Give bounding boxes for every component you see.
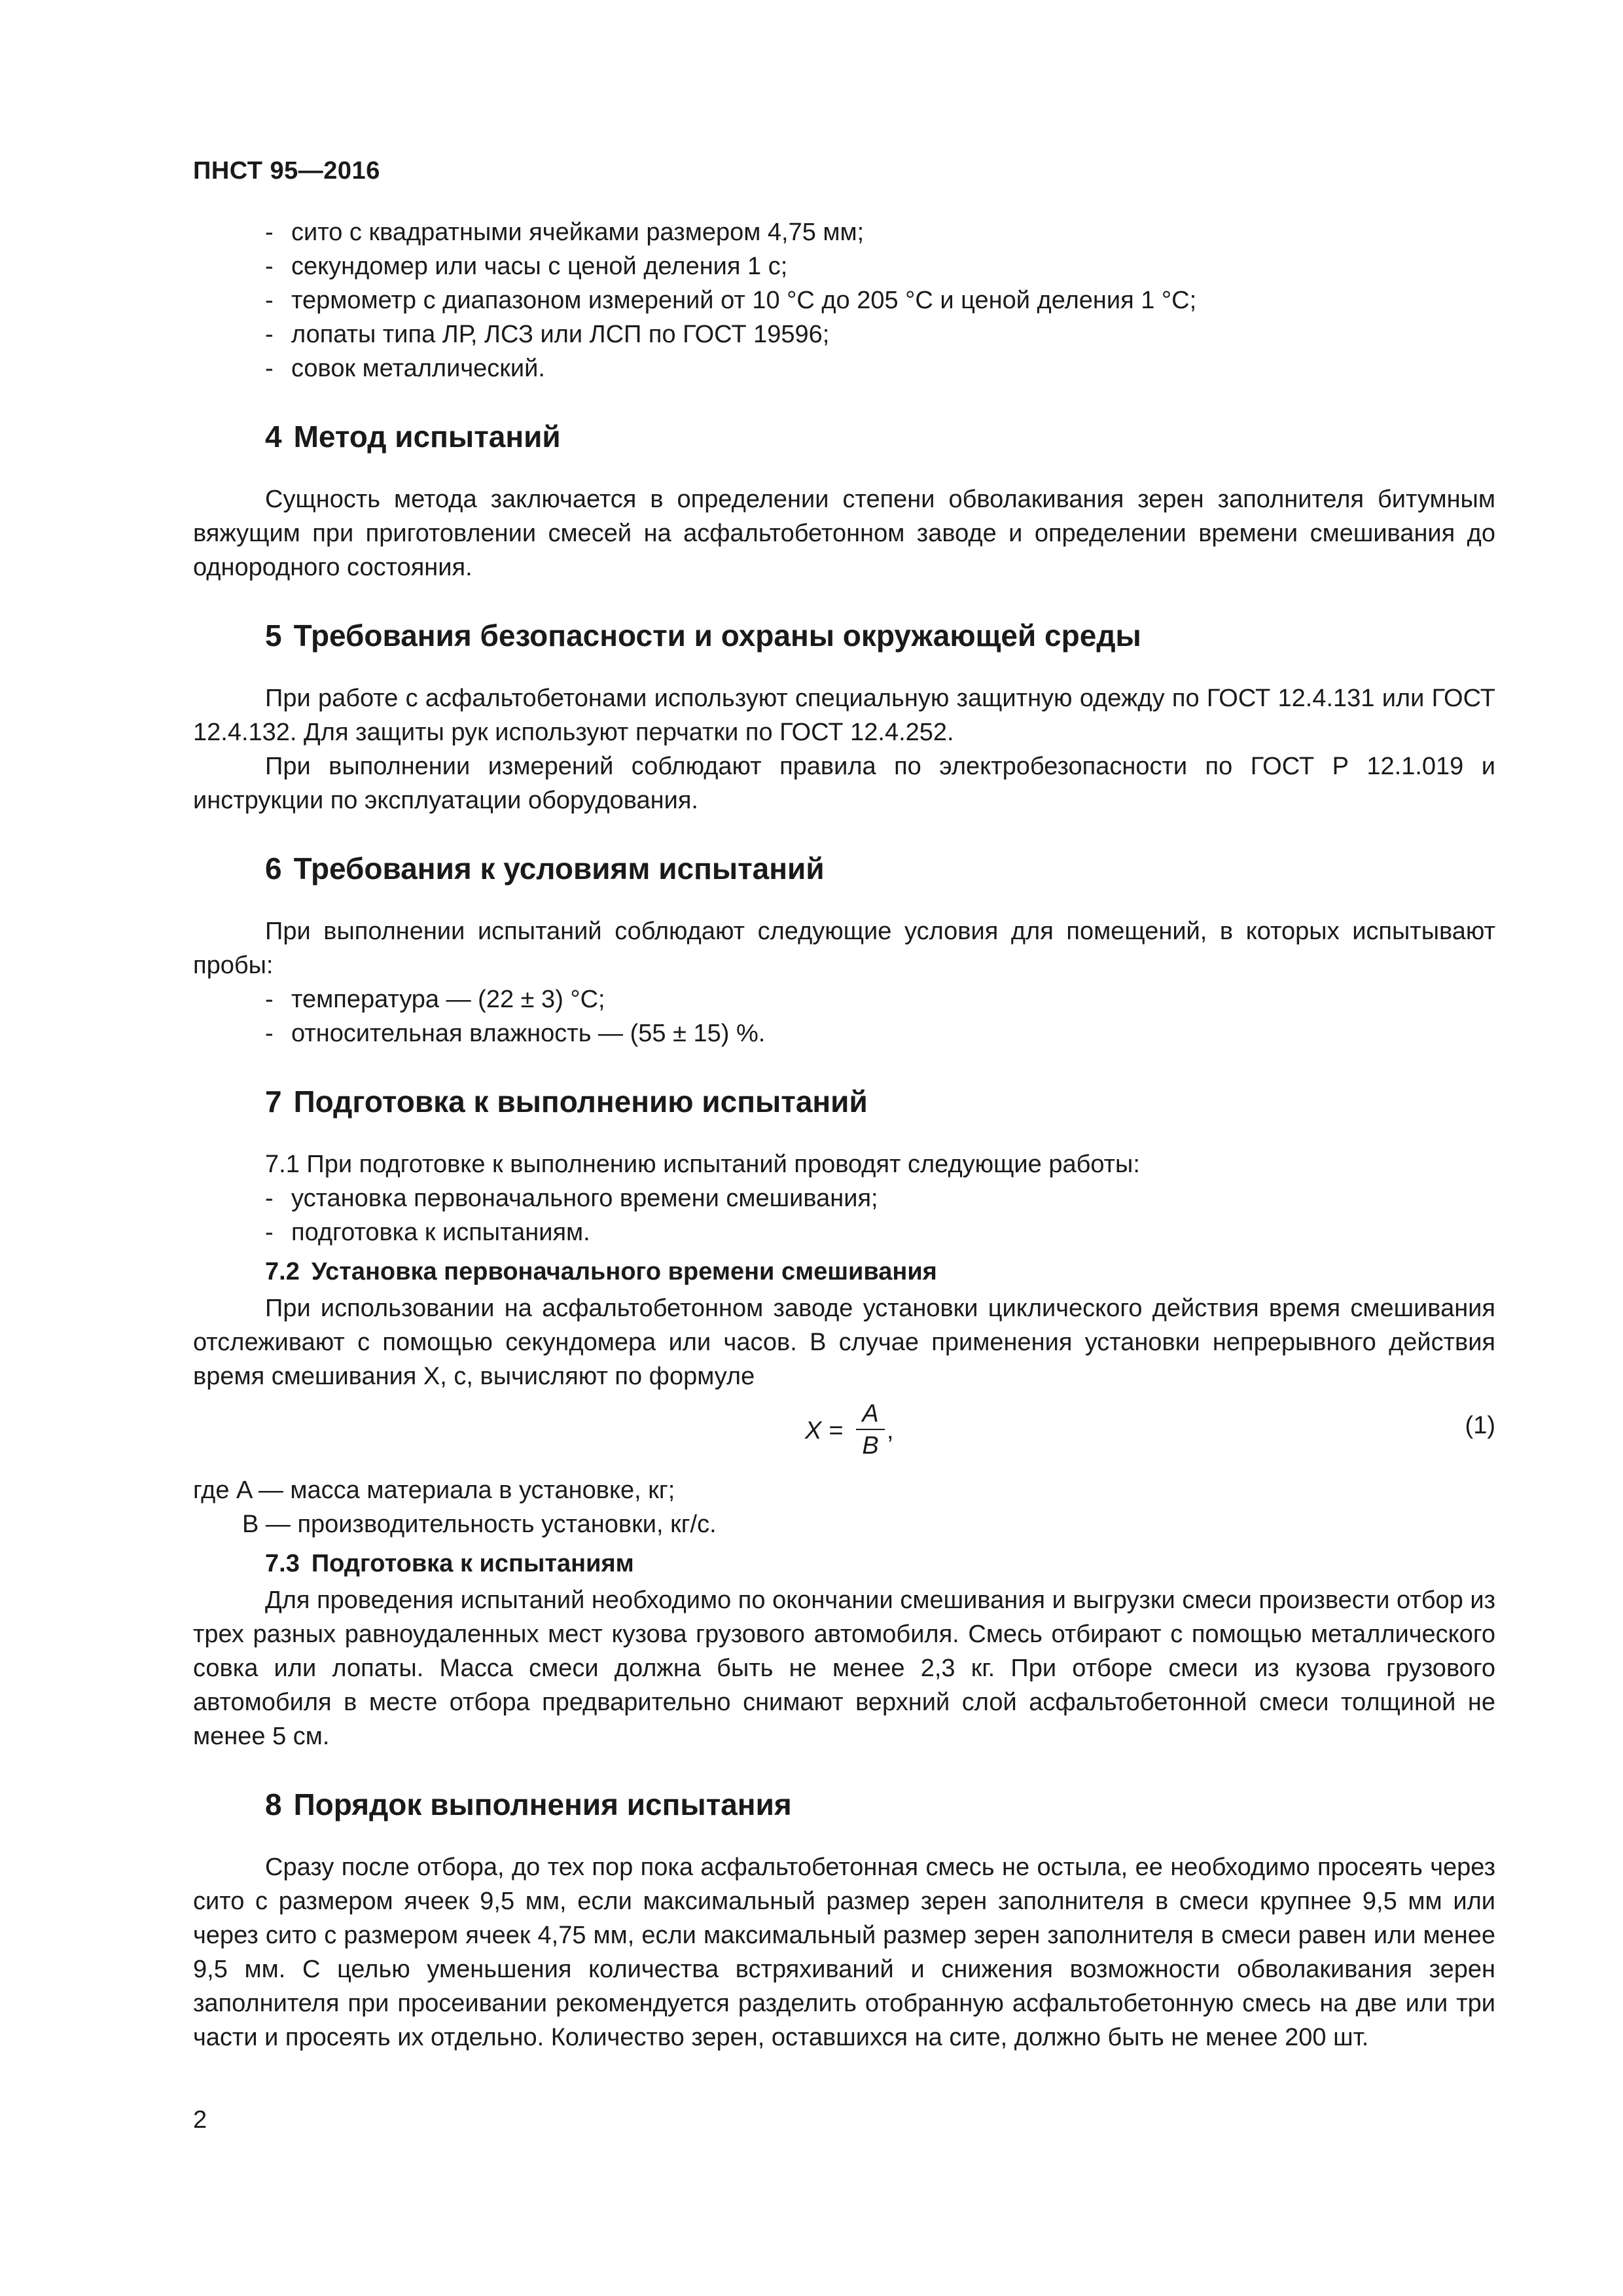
section-6-paragraph: При выполнении испытаний соблюдают следующие условия для помещений, в которых испытывают пробы: [193, 918, 1495, 979]
preparation-list [193, 1181, 1495, 1249]
section-5-paragraph-2: При выполнении измерений соблюдают правила по электробезопасности по ГОСТ Р 12.1.019 и инструкции по эксплуатации оборудования. [193, 753, 1495, 814]
formula-number: (1) [1465, 1412, 1495, 1439]
equipment-list [193, 215, 1495, 386]
section-7-3-paragraph: Для проведения испытаний необходимо по окончании смешивания и выгрузки смеси произвести отбор из трех разных равноудаленных мест кузова грузового автомобиля. Смесь отбирают с помощью металлического совка или лопаты. Масса смеси должна быть не менее 2,3 кг. При отборе смеси из кузова грузового автомобиля в месте отбора предварительно снимают верхний слой асфальтобетонной смеси толщиной не менее 5 см. [193, 1587, 1495, 1750]
section-heading-6: 6 Требования к условиям испытаний [265, 852, 825, 886]
section-heading-8: 8 Порядок выполнения испытания [265, 1787, 792, 1821]
document-code: ПНСТ 95—2016 [193, 157, 380, 185]
conditions-list [193, 982, 1495, 1050]
list-item: - относительная влажность — (55 ± 15) %. [265, 1020, 766, 1047]
formula-fraction [856, 1399, 885, 1462]
formula-1 [193, 1397, 1495, 1469]
list-item: - термометр с диапазоном измерений от 10 °С до 205 °С и ценой деления 1 °С; [265, 287, 1197, 314]
section-8-paragraph: Сразу после отбора, до тех пор пока асфальтобетонная смесь не остыла, ее необходимо просеять через сито с размером ячеек 9,5 мм, если максимальный размер зерен заполнителя в смеси крупнее 9,5 мм или через сито с размером ячеек 4,75 мм, если максимальный размер зерен заполнителя в смеси равен или менее 9,5 мм. С целью уменьшения количества встряхиваний и снижения возможности обволакивания зерен заполнителя при просеивании рекомендуется разделить отобранную асфальтобетонную смесь на две или три части и просеять их отдельно. Количество зерен, оставшихся на сите, должно быть не менее 200 шт. [193, 1854, 1495, 2051]
subsection-heading-7-2: 7.2 Установка первоначального времени смешивания [265, 1258, 937, 1285]
list-item: - совок металлический. [265, 355, 545, 382]
subsection-heading-7-3: 7.3 Подготовка к испытаниям [265, 1550, 634, 1577]
list-item: - температура — (22 ± 3) °С; [265, 986, 605, 1013]
page-number: 2 [193, 2106, 207, 2134]
list-item: - лопаты типа ЛР, ЛСЗ или ЛСП по ГОСТ 19596; [265, 321, 830, 348]
formula-where-2: B — производительность установки, кг/с. [242, 1511, 717, 1538]
formula-numerator: A [856, 1399, 885, 1430]
list-item: - секундомер или часы с ценой деления 1 с; [265, 253, 788, 280]
list-item: - установка первоначального времени смешивания; [265, 1185, 878, 1212]
section-heading-7: 7 Подготовка к выполнению испытаний [265, 1085, 868, 1119]
section-heading-5: 5 Требования безопасности и охраны окружающей среды [265, 619, 1141, 653]
formula-lhs: X = [805, 1417, 844, 1444]
formula-where-1: где A — масса материала в установке, кг; [193, 1477, 675, 1504]
formula-denominator: B [862, 1432, 879, 1460]
list-item: - сито с квадратными ячейками размером 4,75 мм; [265, 219, 865, 246]
list-item: - подготовка к испытаниям. [265, 1219, 590, 1246]
document-page [193, 157, 1495, 2054]
section-heading-4: 4 Метод испытаний [265, 420, 561, 454]
formula-comma: , [887, 1417, 894, 1444]
section-5-paragraph-1: При работе с асфальтобетонами используют специальную защитную одежду по ГОСТ 12.4.131 или ГОСТ 12.4.132. Для защиты рук используют перчатки по ГОСТ 12.4.252. [193, 685, 1495, 746]
section-4-paragraph: Сущность метода заключается в определении степени обволакивания зерен заполнителя битумным вяжущим при приготовлении смесей на асфальтобетонном заводе и определении времени смешивания до однородного состояния. [193, 486, 1495, 581]
section-7-1-paragraph: 7.1 При подготовке к выполнению испытаний проводят следующие работы: [265, 1151, 1140, 1178]
section-7-2-paragraph: При использовании на асфальтобетонном заводе установки циклического действия время смешивания отслеживают с помощью секундомера или часов. В случае применения установки непрерывного действия время смешивания X, с, вычисляют по формуле [193, 1295, 1495, 1390]
